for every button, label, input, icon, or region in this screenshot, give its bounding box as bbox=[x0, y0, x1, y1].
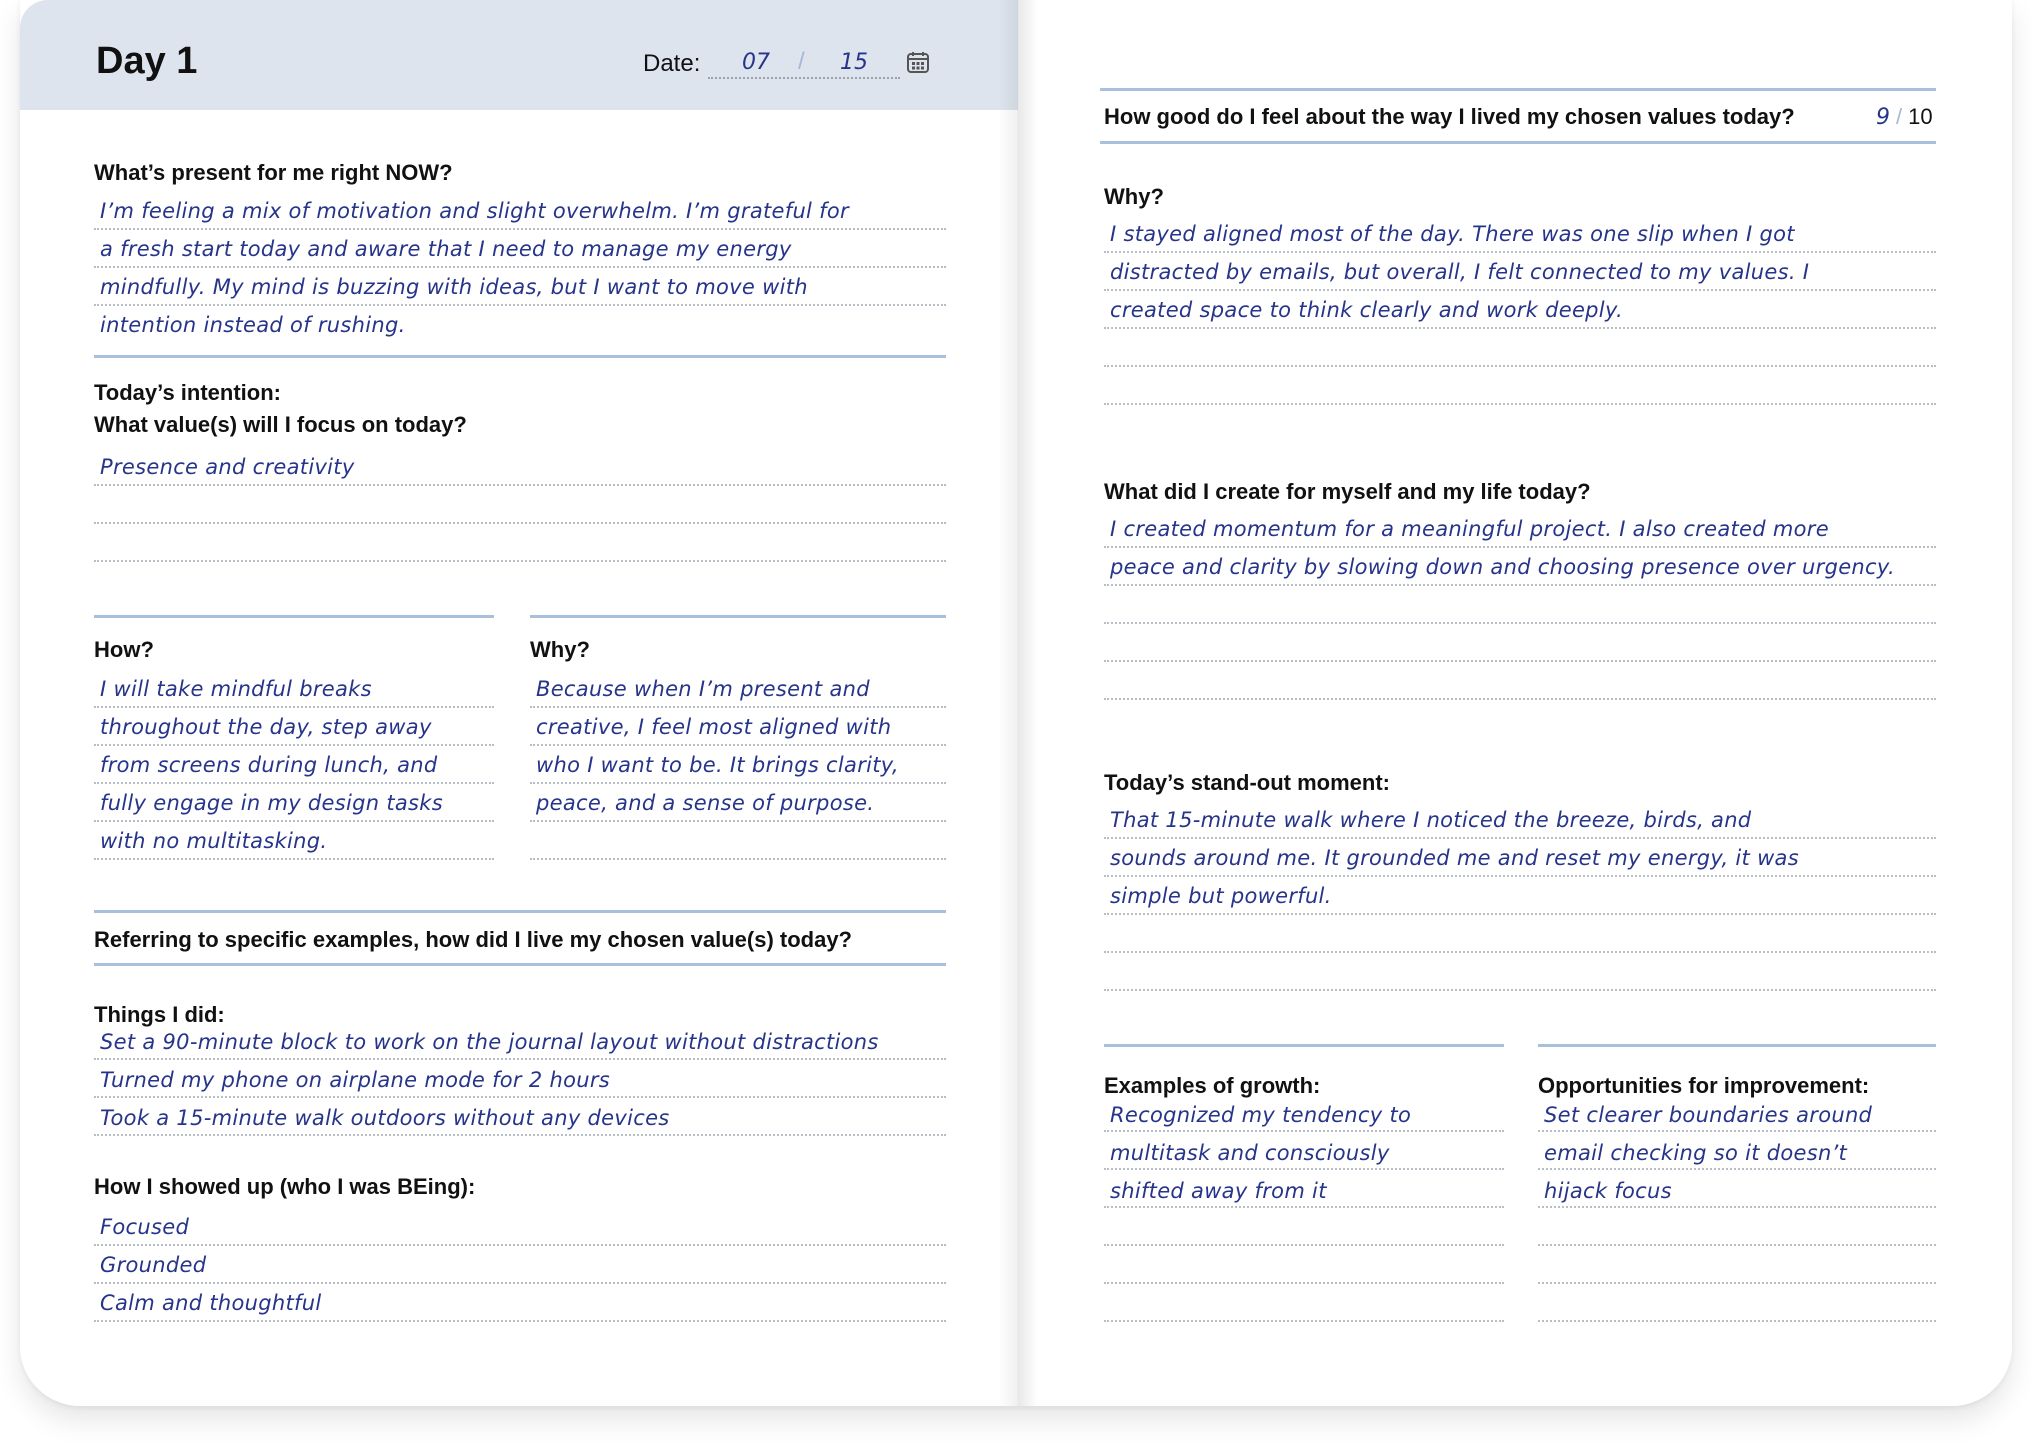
writing-line bbox=[530, 858, 946, 860]
writing-line bbox=[1104, 546, 1936, 548]
how-line[interactable]: I will take mindful breaks bbox=[100, 677, 372, 701]
present-line[interactable]: a fresh start today and aware that I need to manage my energy bbox=[100, 237, 792, 261]
writing-line bbox=[530, 782, 946, 784]
rating-value[interactable]: 9 bbox=[1876, 105, 1890, 130]
section-divider bbox=[530, 615, 946, 618]
writing-line bbox=[1104, 1282, 1504, 1284]
why-line[interactable]: who I want to be. It brings clarity, bbox=[536, 753, 899, 777]
why-heading: Why? bbox=[530, 637, 590, 662]
writing-line bbox=[94, 1282, 946, 1284]
standout-heading: Today’s stand-out moment: bbox=[1104, 770, 1390, 795]
standout-line[interactable]: That 15-minute walk where I noticed the breeze, birds, and bbox=[1110, 808, 1752, 832]
growth-line[interactable]: multitask and consciously bbox=[1110, 1141, 1390, 1165]
section-divider bbox=[94, 355, 946, 358]
how-line[interactable]: throughout the day, step away bbox=[100, 715, 432, 739]
writing-line bbox=[1538, 1320, 1936, 1322]
writing-line bbox=[530, 706, 946, 708]
date-day[interactable]: 15 bbox=[840, 50, 868, 75]
section-divider bbox=[1104, 1044, 1504, 1047]
writing-line bbox=[94, 484, 946, 486]
create-question: What did I create for myself and my life today? bbox=[1104, 479, 1591, 504]
intention-heading: Today’s intention: bbox=[94, 380, 281, 405]
writing-line bbox=[1104, 951, 1936, 953]
writing-line bbox=[94, 266, 946, 268]
improvement-line[interactable]: hijack focus bbox=[1544, 1179, 1672, 1203]
things-line[interactable]: Turned my phone on airplane mode for 2 hours bbox=[100, 1068, 611, 1092]
why-line[interactable]: peace, and a sense of purpose. bbox=[536, 791, 875, 815]
writing-line bbox=[94, 560, 946, 562]
things-heading: Things I did: bbox=[94, 1002, 225, 1027]
standout-line[interactable]: sounds around me. It grounded me and reset my energy, it was bbox=[1110, 846, 1799, 870]
showed-up-heading: How I showed up (who I was BEing): bbox=[94, 1174, 476, 1199]
writing-line bbox=[1538, 1244, 1936, 1246]
right-why-line[interactable]: I stayed aligned most of the day. There was one slip when I got bbox=[1110, 222, 1795, 246]
section-divider bbox=[94, 963, 946, 966]
showed-up-line[interactable]: Focused bbox=[100, 1215, 190, 1239]
writing-line bbox=[94, 228, 946, 230]
page-title: Day 1 bbox=[96, 40, 198, 82]
showed-up-line[interactable]: Grounded bbox=[100, 1253, 207, 1277]
how-line[interactable]: with no multitasking. bbox=[100, 829, 328, 853]
showed-up-line[interactable]: Calm and thoughtful bbox=[100, 1291, 322, 1315]
writing-line bbox=[1104, 913, 1936, 915]
improvement-line[interactable]: email checking so it doesn’t bbox=[1544, 1141, 1848, 1165]
left-page bbox=[20, 0, 1018, 1406]
writing-line bbox=[1104, 1320, 1504, 1322]
writing-line bbox=[1538, 1130, 1936, 1132]
right-why-line[interactable]: distracted by emails, but overall, I felt connected to my values. I bbox=[1110, 260, 1810, 284]
writing-line bbox=[1104, 875, 1936, 877]
right-why-line[interactable]: created space to think clearly and work deeply. bbox=[1110, 298, 1624, 322]
date-field[interactable] bbox=[708, 77, 900, 79]
date-separator: / bbox=[798, 48, 805, 75]
section-divider bbox=[94, 910, 946, 913]
growth-heading: Examples of growth: bbox=[1104, 1073, 1321, 1098]
writing-line bbox=[1104, 327, 1936, 329]
writing-line bbox=[1104, 837, 1936, 839]
how-heading: How? bbox=[94, 637, 154, 662]
writing-line bbox=[1538, 1282, 1936, 1284]
intention-question: What value(s) will I focus on today? bbox=[94, 412, 467, 437]
date-month[interactable]: 07 bbox=[742, 50, 770, 75]
examples-question: Referring to specific examples, how did I live my chosen value(s) today? bbox=[94, 927, 852, 952]
how-line[interactable]: from screens during lunch, and bbox=[100, 753, 438, 777]
writing-line bbox=[94, 782, 494, 784]
intention-answer[interactable]: Presence and creativity bbox=[100, 455, 355, 479]
create-line[interactable]: I created momentum for a meaningful project. I also created more bbox=[1110, 517, 1829, 541]
writing-line bbox=[1104, 660, 1936, 662]
rating-question: How good do I feel about the way I lived my chosen values today? bbox=[1104, 104, 1795, 129]
writing-line bbox=[94, 522, 946, 524]
writing-line bbox=[1104, 1206, 1504, 1208]
create-line[interactable]: peace and clarity by slowing down and choosing presence over urgency. bbox=[1110, 555, 1895, 579]
writing-line bbox=[1104, 989, 1936, 991]
growth-line[interactable]: shifted away from it bbox=[1110, 1179, 1327, 1203]
section-divider bbox=[1538, 1044, 1936, 1047]
rating-separator: / bbox=[1896, 104, 1903, 129]
writing-line bbox=[1538, 1206, 1936, 1208]
rating-score[interactable] bbox=[1876, 104, 1933, 130]
present-line[interactable]: intention instead of rushing. bbox=[100, 313, 406, 337]
standout-line[interactable]: simple but powerful. bbox=[1110, 884, 1332, 908]
how-line[interactable]: fully engage in my design tasks bbox=[100, 791, 443, 815]
why-line[interactable]: Because when I’m present and bbox=[536, 677, 870, 701]
improvement-line[interactable]: Set clearer boundaries around bbox=[1544, 1103, 1873, 1127]
writing-line bbox=[1104, 622, 1936, 624]
writing-line bbox=[94, 820, 494, 822]
writing-line bbox=[530, 744, 946, 746]
writing-line bbox=[94, 1320, 946, 1322]
writing-line bbox=[94, 706, 494, 708]
writing-line bbox=[94, 1134, 946, 1136]
writing-line bbox=[1104, 403, 1936, 405]
writing-line bbox=[94, 1244, 946, 1246]
present-line[interactable]: mindfully. My mind is buzzing with ideas, but I want to move with bbox=[100, 275, 808, 299]
right-why-heading: Why? bbox=[1104, 184, 1164, 209]
date-label: Date: bbox=[643, 50, 701, 77]
writing-line bbox=[1538, 1168, 1936, 1170]
things-line[interactable]: Took a 15-minute walk outdoors without any devices bbox=[100, 1106, 670, 1130]
why-line[interactable]: creative, I feel most aligned with bbox=[536, 715, 892, 739]
writing-line bbox=[530, 820, 946, 822]
writing-line bbox=[94, 1096, 946, 1098]
writing-line bbox=[1104, 698, 1936, 700]
section-divider bbox=[1100, 141, 1936, 144]
calendar-icon[interactable] bbox=[906, 50, 930, 74]
rating-max: 10 bbox=[1908, 104, 1933, 129]
present-question: What’s present for me right NOW? bbox=[94, 160, 453, 185]
writing-line bbox=[1104, 251, 1936, 253]
writing-line bbox=[1104, 1168, 1504, 1170]
writing-line bbox=[94, 1058, 946, 1060]
writing-line bbox=[1104, 1244, 1504, 1246]
right-page bbox=[1018, 0, 2012, 1406]
section-divider bbox=[94, 615, 494, 618]
writing-line bbox=[1104, 1130, 1504, 1132]
improvement-heading: Opportunities for improvement: bbox=[1538, 1073, 1870, 1098]
writing-line bbox=[94, 858, 494, 860]
writing-line bbox=[1104, 365, 1936, 367]
writing-line bbox=[94, 744, 494, 746]
section-divider bbox=[1100, 88, 1936, 91]
journal-book bbox=[20, 0, 2012, 1406]
present-line[interactable]: I’m feeling a mix of motivation and slight overwhelm. I’m grateful for bbox=[100, 199, 849, 223]
growth-line[interactable]: Recognized my tendency to bbox=[1110, 1103, 1412, 1127]
writing-line bbox=[1104, 289, 1936, 291]
things-line[interactable]: Set a 90-minute block to work on the journal layout without distractions bbox=[100, 1030, 879, 1054]
writing-line bbox=[94, 304, 946, 306]
writing-line bbox=[1104, 584, 1936, 586]
